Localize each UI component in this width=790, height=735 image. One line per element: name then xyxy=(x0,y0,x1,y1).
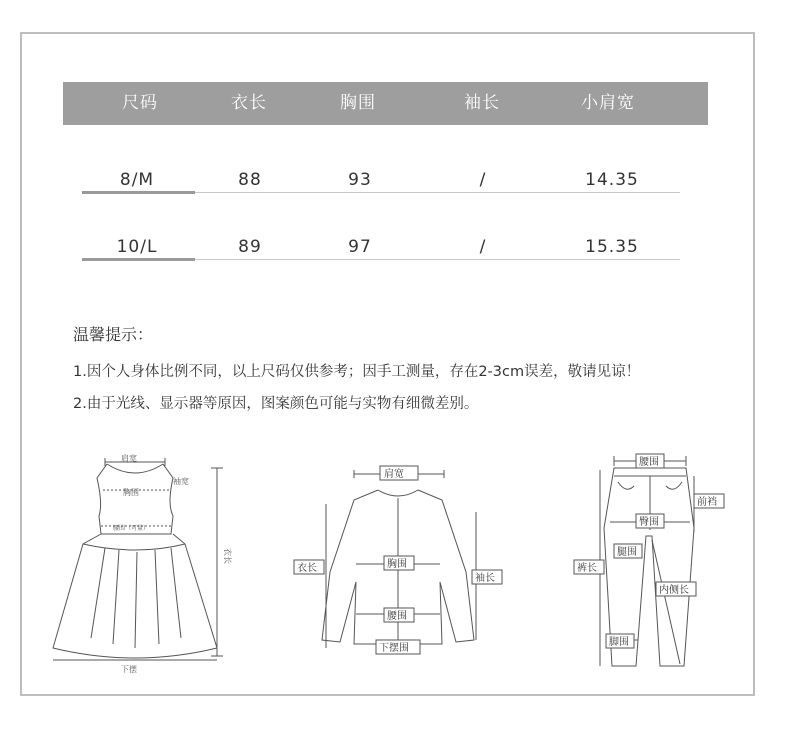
cell-size: 8/M xyxy=(119,170,155,190)
pants-diagram xyxy=(570,450,730,676)
cell-length: 89 xyxy=(238,237,262,257)
cell-size: 10/L xyxy=(116,237,158,257)
dress-diagram xyxy=(45,448,245,680)
dress-chest-label: 胸围 xyxy=(123,488,139,497)
shirt-chest-label: 胸围 xyxy=(387,559,407,570)
header-size: 尺码 xyxy=(122,93,158,113)
pants-inseam-label: 内侧长 xyxy=(659,585,689,596)
header-sleeve: 袖长 xyxy=(464,93,500,113)
shirt-length-label: 衣长 xyxy=(297,563,317,574)
header-chest: 胸围 xyxy=(340,93,376,113)
pants-thigh-label: 腿围 xyxy=(617,547,637,558)
shirt-waist-label: 腰围 xyxy=(387,611,407,622)
header-shoulder: 小肩宽 xyxy=(581,93,635,113)
cell-chest: 93 xyxy=(348,170,372,190)
dress-shoulder-label: 肩宽 xyxy=(121,454,137,463)
pants-hip-label: 臀围 xyxy=(639,517,659,528)
dress-hem-label: 下摆 xyxy=(121,665,137,674)
shirt-hem-label: 下摆围 xyxy=(379,643,409,654)
cell-chest: 97 xyxy=(348,237,372,257)
shirt-diagram xyxy=(290,462,510,662)
pants-front-rise-label: 前裆 xyxy=(697,497,717,508)
shirt-sleeve-label: 袖长 xyxy=(475,573,495,584)
notes-line-1: 1.因个人身体比例不同，以上尺码仅供参考；因手工测量，存在2-3cm误差，敬请见谅！ xyxy=(73,364,641,380)
cell-sleeve: / xyxy=(479,170,487,190)
size-table-header xyxy=(63,82,708,125)
dress-length-label: 衣长 xyxy=(223,548,232,564)
cell-length: 88 xyxy=(238,170,262,190)
header-length: 衣长 xyxy=(231,93,267,113)
pants-waist-label: 腰围 xyxy=(639,457,659,468)
row-marker xyxy=(82,191,195,194)
cell-shoulder: 15.35 xyxy=(585,237,639,257)
pants-leg-opening-label: 脚围 xyxy=(609,637,629,648)
shirt-shoulder-label: 肩宽 xyxy=(384,469,404,480)
cell-sleeve: / xyxy=(479,237,487,257)
notes-line-2: 2.由于光线、显示器等原因，图案颜色可能与实物有细微差别。 xyxy=(73,396,479,412)
dress-sleeve-label: 袖宽 xyxy=(173,477,189,486)
cell-shoulder: 14.35 xyxy=(585,170,639,190)
dress-waist-label: 腰围（可量） xyxy=(113,525,150,532)
notes-title: 温馨提示： xyxy=(73,325,154,344)
row-marker xyxy=(82,258,195,261)
pants-length-label: 裤长 xyxy=(577,563,597,574)
